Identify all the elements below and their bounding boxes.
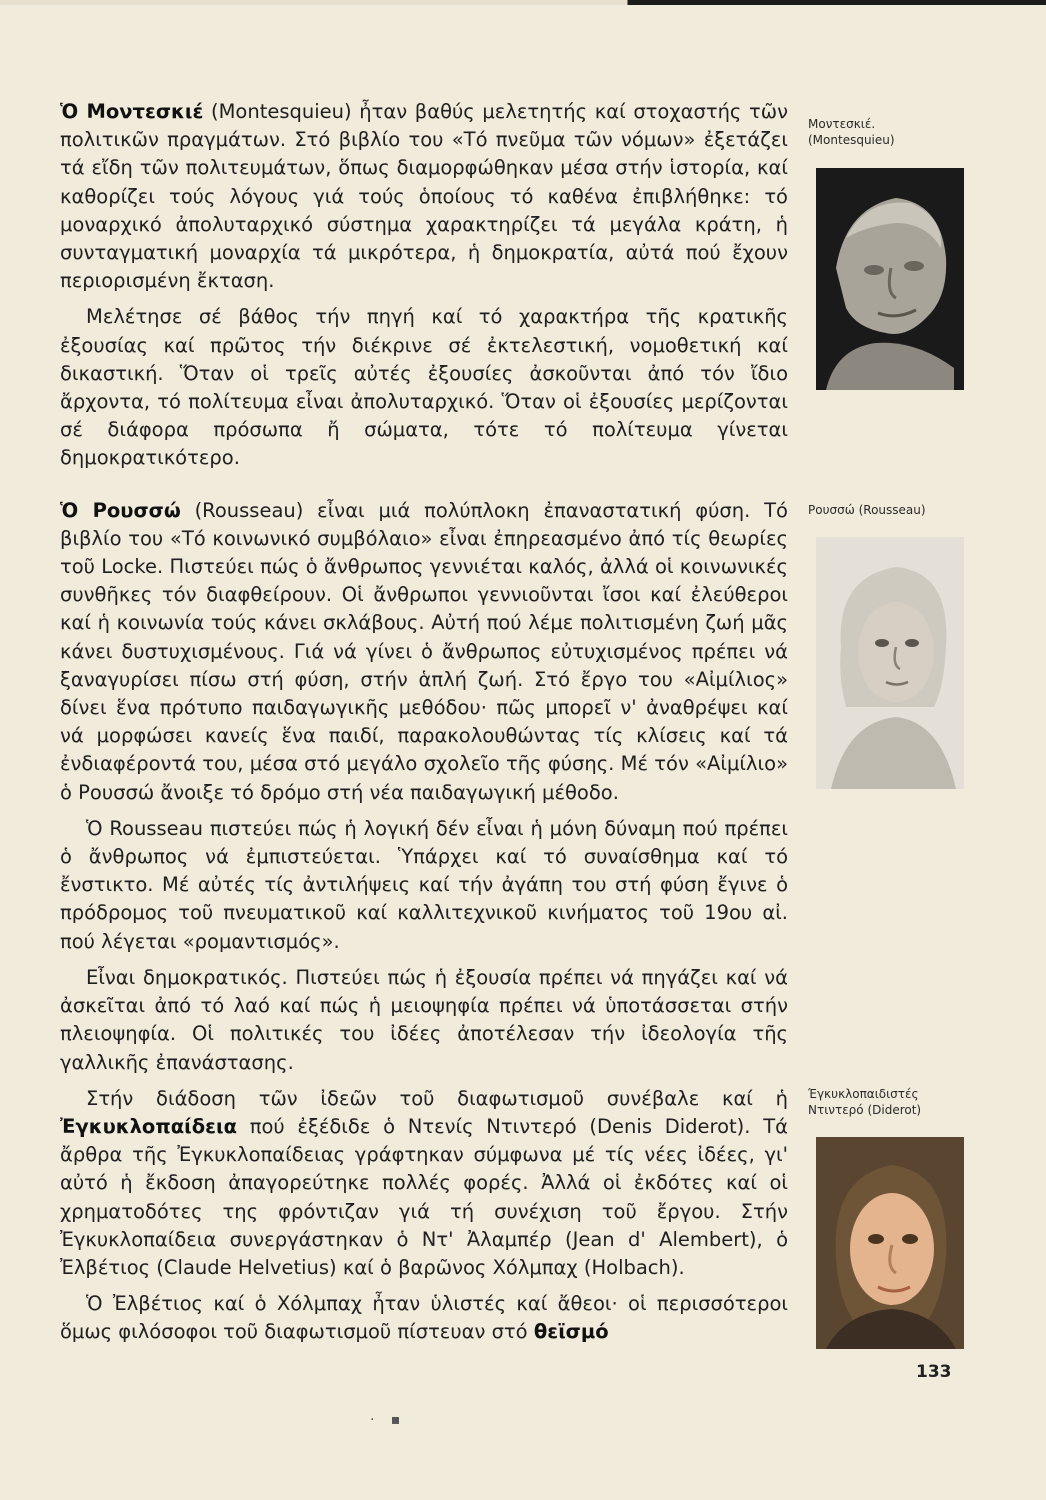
deism-text: Ὁ Ἐλβέτιος καί ὁ Χόλμπαχ ἦταν ὑλιστές καί ἄθεοι· οἱ περισσότεροι ὅμως φιλόσοφοι τοῦ διαφωτισμοῦ πίστευαν στό bbox=[60, 1292, 788, 1344]
encyclopedia-text-start: Στήν διάδοση τῶν ἰδεῶν τοῦ διαφωτισμοῦ συνέβαλε καί ἡ bbox=[86, 1086, 788, 1110]
rousseau-text: (Rousseau) εἶναι μιά πολύπλοκη ἐπαναστατική φύση. Τό βιβλίο του «Τό κοινωνικό συμβόλαιο» εἶναι ἐπηρεασμένο ἀπό τίς θεωρίες τοῦ Locke. Πιστεύει πώς ὁ ἄνθρωπος γεννιέται καλός, ἀλλά οἱ κοινωνικές συνθῆκες τόν διαφθείρουν. Οἱ ἄνθρωποι γεννιοῦνται ἴσοι καί ἐλεύθεροι καί ἡ κοινωνία τούς κάνει σκλάβους. Αὐτή πού λέμε πολιτισμένη ζωή μᾶς κάνει δυστυχισμένους. Γιά νά γίνει ὁ ἄνθρωπος εὐτυχισμένος πρέπει νά ξαναγυρίσει πίσω στή φύση, στήν ἁπλή ζωή. Στό ἔργο του «Αἰμίλιος» δίνει ἕνα πρότυπο παιδαγωγικῆς μεθόδου· πῶς μπορεῖ ν' ἀναθρέψει καί νά μορφώσει κανείς ἕνα παιδί, παρακολουθώντας τίς κλίσεις καί τά ἐνδιαφέροντά του, μέσα στό μεγάλο σχολεῖο τῆς φύσης. Μέ τόν «Αἰμίλιο» ὁ Ρουσσώ ἄνοιξε τό δρόμο στή νέα παιδαγωγική μέθοδο. bbox=[60, 498, 788, 804]
rousseau-paragraph bbox=[60, 497, 788, 807]
encyclopedia-text-rest: πού ἐξέδιδε ὁ Ντενίς Ντιντερό (Denis Diderot). Τά ἄρθρα τῆς Ἐγκυκλοπαίδειας γράφτηκαν σύμφωνα μέ τίς νέες ἰδέες, γι' αὐτό ἡ ἔκδοση ἀπαγορεύτηκε πολλές φορές. Ἀλλά οἱ ἐκδότες καί οἱ χρηματοδότες της φρόντιζαν γιά τή συνέχιση τοῦ ἔργου. Στήν Ἐγκυκλοπαίδεια συνεργάστηκαν ὁ Ντ' Ἀλαμπέρ (Jean d' Alembert), ὁ Ἐλβέτιος (Claude Helvetius) καί ὁ βαρῶνος Χόλμπαχ (Holbach). bbox=[60, 1114, 788, 1279]
rousseau-paragraph-2: Ὁ Rousseau πιστεύει πώς ἡ λογική δέν εἶναι ἡ μόνη δύναμη πού πρέπει ὁ ἄνθρωπος νά ἐμπιστεύεται. Ὑπάρχει καί τό συναίσθημα καί τό ἔνστικτο. Μέ αὐτές τίς ἀντιλήψεις καί τήν ἀγάπη του στή φύση ἔγινε ὁ πρόδρομος τοῦ πνευματικοῦ καί καλλιτεχνικοῦ κινήματος τοῦ 19ου αἰ. πού λέγεται «ρομαντισμός». bbox=[60, 816, 788, 953]
diderot-caption-line-2: Ντιντερό (Diderot) bbox=[808, 1103, 922, 1117]
encyclopedia-term: Ἐγκυκλοπαίδεια bbox=[60, 1114, 237, 1138]
montesquieu-caption-line-1: Μοντεσκιέ. bbox=[808, 117, 876, 131]
rousseau-portrait bbox=[816, 537, 964, 789]
page-top-edge bbox=[0, 0, 1046, 5]
deism-term: θεϊσμό bbox=[533, 1320, 609, 1344]
page-speckles: · ▪ bbox=[370, 1412, 407, 1428]
main-text-column bbox=[60, 98, 788, 1355]
montesquieu-paragraph bbox=[60, 98, 788, 295]
montesquieu-heading: Ὁ Μοντεσκιέ bbox=[60, 100, 204, 123]
diderot-portrait bbox=[816, 1137, 964, 1349]
rousseau-paragraph-3: Εἶναι δημοκρατικός. Πιστεύει πώς ἡ ἐξουσία πρέπει νά πηγάζει καί νά ἀσκεῖται ἀπό τό λαό καί πώς ἡ μειοψηφία πρέπει νά ὑποτάσσεται στήν πλειοψηφία. Οἱ πολιτικές του ἰδέες ἀποτέλεσαν τήν ἰδεολογία τῆς γαλλικῆς ἐπανάστασης. bbox=[60, 965, 788, 1074]
montesquieu-caption bbox=[808, 116, 968, 148]
page-number: 133 bbox=[916, 1362, 952, 1382]
montesquieu-portrait bbox=[816, 168, 964, 390]
diderot-caption-line-1: Έγκυκλοπαιδιστές bbox=[808, 1087, 919, 1101]
montesquieu-text: (Montesquieu) ἦταν βαθύς μελετητής καί στοχαστής τῶν πολιτικῶν πραγμάτων. Στό βιβλίο του «Τό πνεῦμα τῶν νόμων» ἐξετάζει τά εἴδη τῶν πολιτευμάτων, ὅπως διαμορφώθηκαν μέσα στήν ἱστορία, καί καθορίζει τούς λόγους γιά τούς ὁποίους τό καθένα ἐπιβλήθηκε: τό μοναρχικό ἀπολυταρχικό σύστημα χαρακτηρίζει τά μεγάλα κράτη, ἡ συνταγματική μοναρχία τά μικρότερα, ἡ δημοκρατία, αὐτά πού ἔχουν περιορισμένη ἔκταση. bbox=[60, 100, 788, 293]
montesquieu-caption-line-2: (Montesquieu) bbox=[808, 133, 895, 147]
montesquieu-paragraph-2: Μελέτησε σέ βάθος τήν πηγή καί τό χαρακτήρα τῆς κρατικῆς ἐξουσίας καί πρῶτος τήν διέκρινε σέ ἐκτελεστική, νομοθετική καί δικαστική. Ὅταν οἱ τρεῖς αὐτές ἐξουσίες ἀσκοῦνται ἀπό τόν ἴδιο ἄρχοντα, τό πολίτευμα εἶναι ἀπολυταρχικό. Ὅταν οἱ ἐξουσίες μερίζονται σέ διάφορα πρόσωπα ἤ σώματα, τότε τό πολίτευμα γίνεται δημοκρατικότερο. bbox=[60, 305, 788, 470]
rousseau-caption: Ρουσσώ (Rousseau) bbox=[808, 503, 926, 517]
encyclopedia-paragraph bbox=[60, 1085, 788, 1282]
diderot-caption bbox=[808, 1086, 968, 1118]
rousseau-heading: Ὁ Ρουσσώ bbox=[60, 498, 181, 522]
deism-paragraph bbox=[60, 1290, 788, 1346]
